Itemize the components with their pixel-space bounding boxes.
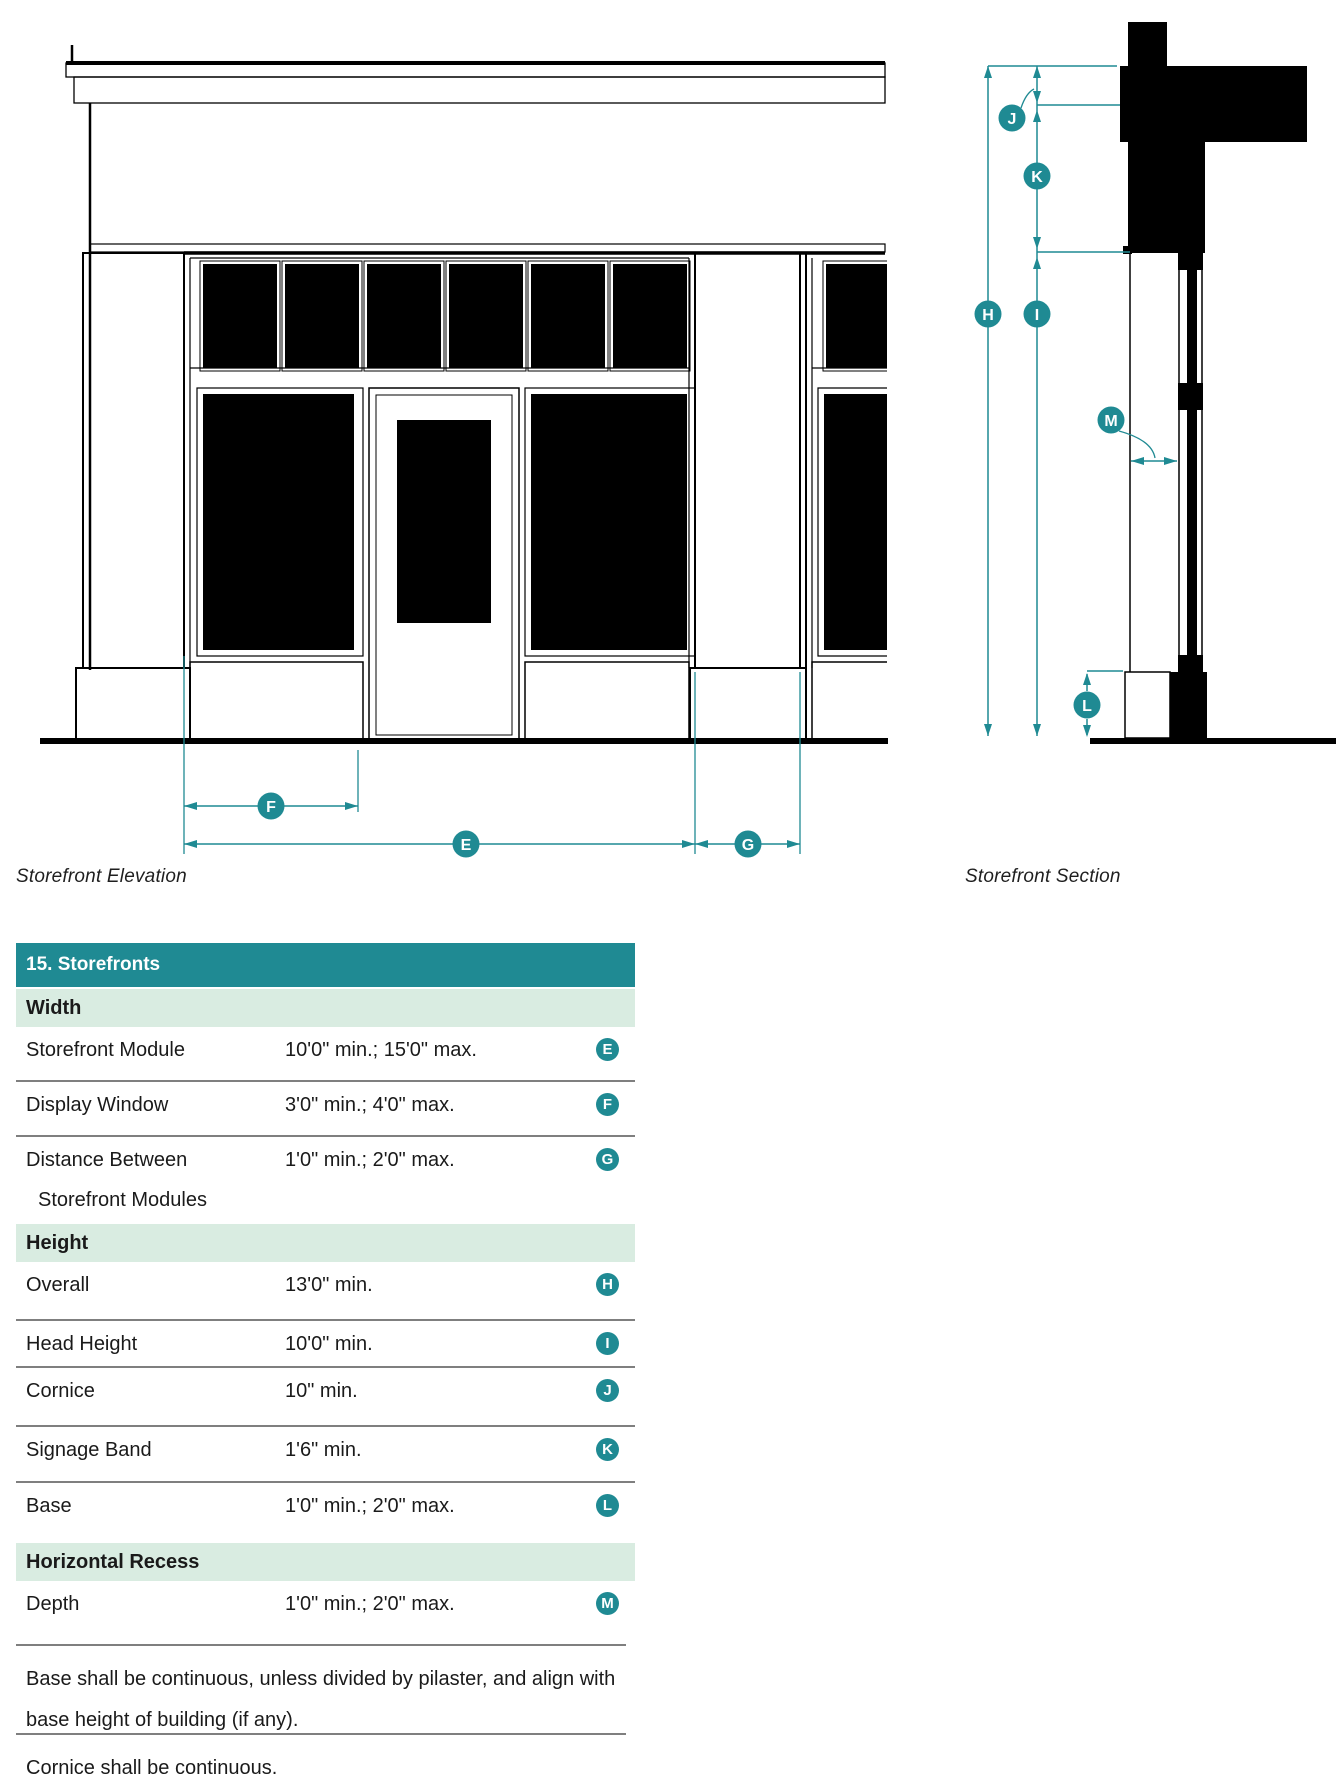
- section-header-horizontal-recess: Horizontal Recess: [16, 1543, 635, 1581]
- row-badge-l: L: [596, 1494, 619, 1517]
- table-row: [16, 1135, 635, 1222]
- table-row: [16, 1581, 635, 1644]
- row-value: 1'0" min.; 2'0" max.: [285, 1495, 455, 1517]
- table-row: [16, 1262, 635, 1319]
- dim-badge-l: [1074, 692, 1101, 719]
- row-label: Overall: [26, 1274, 90, 1296]
- row-label: Signage Band: [26, 1439, 152, 1461]
- row-label: [16, 1149, 285, 1222]
- row-label-line1: Distance Between: [26, 1149, 188, 1171]
- dim-badge-f-letter: F: [266, 799, 276, 816]
- section-header-width: Width: [16, 989, 635, 1027]
- row-value: 13'0" min.: [285, 1274, 373, 1296]
- table-row: [16, 1319, 635, 1366]
- table-row: [16, 1080, 635, 1135]
- dim-badge-l-letter: L: [1082, 698, 1092, 715]
- table-note: Cornice shall be continuous.: [16, 1733, 626, 1778]
- dim-badge-i-letter: I: [1034, 307, 1040, 324]
- dim-badge-h-letter: H: [982, 307, 994, 324]
- row-value: 10" min.: [285, 1380, 358, 1402]
- row-badge-e: E: [596, 1038, 619, 1061]
- dim-badge-k: [1024, 163, 1051, 190]
- row-badge-h: H: [596, 1273, 619, 1296]
- section-base: [1170, 672, 1207, 738]
- row-badge-f: F: [596, 1093, 619, 1116]
- dim-badge-e: [453, 831, 480, 858]
- dim-badge-e-letter: E: [460, 837, 472, 854]
- row-badge-j: J: [596, 1379, 619, 1402]
- row-value: 1'6" min.: [285, 1439, 362, 1461]
- dim-badge-k-letter: K: [1031, 169, 1043, 186]
- row-label: Head Height: [26, 1333, 138, 1355]
- table-row: [16, 1027, 635, 1080]
- section-parapet: [1128, 22, 1167, 66]
- row-label-line2: Storefront Modules: [38, 1189, 207, 1211]
- row-label: Cornice: [26, 1380, 95, 1402]
- table-row: [16, 1481, 635, 1541]
- dim-badge-g-letter: G: [741, 837, 755, 854]
- section-header-height: Height: [16, 1224, 635, 1262]
- dim-badge-m-letter: M: [1104, 413, 1118, 430]
- row-label: Display Window: [26, 1094, 169, 1116]
- row-value: 1'0" min.; 2'0" max.: [285, 1593, 455, 1615]
- elevation-caption: Storefront Elevation: [16, 866, 187, 887]
- row-value: 10'0" min.: [285, 1333, 373, 1355]
- table-note: Base shall be continuous, unless divided by pilaster, and align with base height of building (if any).: [16, 1644, 626, 1733]
- storefronts-spec-table: [16, 943, 635, 1778]
- dim-badge-g: [735, 831, 762, 858]
- section-cornice: [1120, 66, 1307, 142]
- dim-badge-j-letter: J: [1007, 111, 1017, 128]
- table-row: [16, 1425, 635, 1481]
- dim-badge-m: [1098, 407, 1125, 434]
- row-value: 10'0" min.; 15'0" max.: [285, 1039, 477, 1061]
- section-glazing: [1187, 270, 1197, 655]
- dim-badge-f: [258, 793, 285, 820]
- row-badge-i: I: [596, 1332, 619, 1355]
- storefront-elevation-drawing: [0, 0, 910, 900]
- row-value: 3'0" min.; 4'0" max.: [285, 1094, 455, 1116]
- table-row: [16, 1366, 635, 1425]
- row-label: Depth: [26, 1593, 80, 1615]
- row-label: Base: [26, 1495, 72, 1517]
- dim-badge-h: [975, 301, 1002, 328]
- section-signage-band: [1128, 142, 1205, 253]
- table-title: 15. Storefronts: [16, 943, 635, 987]
- row-label: Storefront Module: [26, 1039, 185, 1061]
- dim-badge-j: [999, 105, 1026, 132]
- dim-badge-i: [1024, 301, 1051, 328]
- row-badge-k: K: [596, 1438, 619, 1461]
- storefront-section-drawing: [930, 0, 1336, 900]
- row-value: 1'0" min.; 2'0" max.: [285, 1149, 455, 1171]
- row-badge-g: G: [596, 1148, 619, 1171]
- row-badge-m: M: [596, 1592, 619, 1615]
- section-caption: Storefront Section: [965, 866, 1121, 887]
